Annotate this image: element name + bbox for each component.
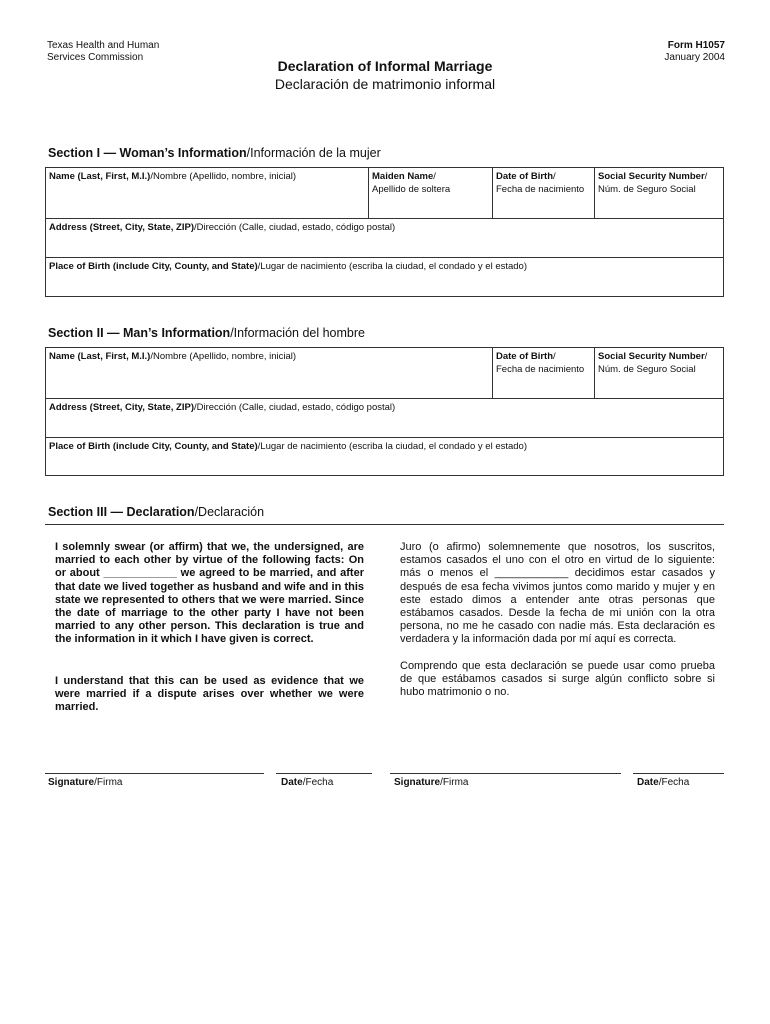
form-subtitle: Declaración de matrimonio informal <box>274 76 496 92</box>
man-dob-label-es: Fecha de nacimiento <box>496 364 585 375</box>
section-2-row-address <box>46 399 723 438</box>
section-1-row-name <box>46 168 723 219</box>
section-3-heading-rest: /Declaración <box>194 505 265 519</box>
man-signature-label <box>394 777 468 788</box>
section-1-row-pob <box>46 258 723 296</box>
woman-dob-label-es: Fecha de nacimiento <box>496 184 585 195</box>
section-2-row-name <box>46 348 723 399</box>
signature-label-bold: Signature <box>394 777 441 788</box>
declaration-en-paragraph-1: I solemnly swear (or affirm) that we, the undersigned, are married to each other by virtue of the following facts: On or about ____________ we agreed to be married, and after that date we lived together as husband and wife and in this state we represented to others that we were married. Since the date of marriage to the other party I have not been married to any other person. This declaration is true and the information in it which I have given is correct. <box>55 541 364 646</box>
man-address-label-bold: Address (Street, City, State, ZIP) <box>49 402 194 413</box>
woman-dob-label-slash: / <box>553 171 556 182</box>
section-2-heading <box>48 326 365 340</box>
woman-address-label-rest: /Dirección (Calle, ciudad, estado, código postal) <box>194 222 396 233</box>
man-ssn-label-bold: Social Security Number <box>598 351 705 362</box>
man-dob-label-bold: Date of Birth <box>496 351 553 362</box>
section-2-heading-rest: /Información del hombre <box>230 326 365 340</box>
signature-label-rest: /Firma <box>94 777 123 788</box>
maiden-label-es: Apellido de soltera <box>372 184 451 195</box>
date-label-rest: /Fecha <box>658 777 690 788</box>
section-2-table <box>45 347 724 476</box>
man-name-label-rest: /Nombre (Apellido, nombre, inicial) <box>150 351 297 362</box>
form-number: Form H1057 <box>667 40 725 51</box>
section-1-heading <box>48 146 381 160</box>
woman-name-label-rest: /Nombre (Apellido, nombre, inicial) <box>150 171 297 182</box>
woman-pob-label-rest: /Lugar de nacimiento (escriba la ciudad, el condado y el estado) <box>257 261 528 272</box>
form-date: January 2004 <box>664 52 725 63</box>
woman-dob-field[interactable] <box>492 168 594 218</box>
form-title: Declaration of Informal Marriage <box>277 58 493 74</box>
man-ssn-label-es: Núm. de Seguro Social <box>598 364 696 375</box>
man-ssn-label-slash: / <box>704 351 708 362</box>
man-date-label <box>637 777 689 788</box>
woman-dob-label-bold: Date of Birth <box>496 171 553 182</box>
woman-date-label <box>281 777 333 788</box>
woman-address-field[interactable] <box>46 219 723 257</box>
woman-signature-label <box>48 777 122 788</box>
section-3-heading-bold: Section III — Declaration <box>48 505 195 519</box>
declaration-en-paragraph-2: I understand that this can be used as evidence that we were married if a dispute arises over whether we were married. <box>55 675 364 714</box>
woman-ssn-label-slash: / <box>704 171 708 182</box>
date-label-bold: Date <box>281 777 303 788</box>
section-1-row-address <box>46 219 723 258</box>
declaration-es-paragraph-1: Juro (o afirmo) solemnemente que nosotros, los suscritos, estamos casados el uno con el otro en virtud de lo siguiente: más o menos el ____________ decidimos estar casados y después de esa fecha vivimos juntos como marido y mujer y en este estado dimos a entender ante otras personas que estábamos casados. Desde la fecha de mi unión con la otra persona, no me he casado con nadie más. Esta declaración es verdadera y la información dada por mí aquí es correcta. <box>400 541 715 646</box>
man-name-label-bold: Name (Last, First, M.I.) <box>49 351 151 362</box>
man-address-field[interactable] <box>46 399 723 437</box>
section-3-heading <box>48 505 264 519</box>
man-signature-line[interactable] <box>390 773 621 774</box>
section-1-heading-rest: /Información de la mujer <box>246 146 381 160</box>
woman-ssn-field[interactable] <box>594 168 723 218</box>
maiden-label-slash: / <box>433 171 436 182</box>
man-dob-label-slash: / <box>553 351 556 362</box>
woman-signature-line[interactable] <box>45 773 264 774</box>
man-pob-field[interactable] <box>46 438 723 475</box>
signature-label-bold: Signature <box>48 777 95 788</box>
section-3-divider <box>45 524 724 525</box>
date-label-bold: Date <box>637 777 659 788</box>
man-dob-field[interactable] <box>492 348 594 398</box>
woman-name-field[interactable] <box>46 168 368 218</box>
woman-ssn-label-bold: Social Security Number <box>598 171 705 182</box>
woman-maiden-name-field[interactable] <box>368 168 492 218</box>
woman-pob-field[interactable] <box>46 258 723 296</box>
agency-line-2: Services Commission <box>47 52 144 63</box>
woman-date-line[interactable] <box>276 773 372 774</box>
man-pob-label-rest: /Lugar de nacimiento (escriba la ciudad, el condado y el estado) <box>257 441 528 452</box>
woman-address-label-bold: Address (Street, City, State, ZIP) <box>49 222 194 233</box>
man-ssn-field[interactable] <box>594 348 723 398</box>
woman-ssn-label-es: Núm. de Seguro Social <box>598 184 696 195</box>
man-address-label-rest: /Dirección (Calle, ciudad, estado, código postal) <box>194 402 396 413</box>
section-2-heading-bold: Section II — Man’s Information <box>48 326 231 340</box>
section-2-row-pob <box>46 438 723 475</box>
woman-name-label-bold: Name (Last, First, M.I.) <box>49 171 151 182</box>
man-date-line[interactable] <box>633 773 724 774</box>
maiden-label-bold: Maiden Name <box>372 171 434 182</box>
man-name-field[interactable] <box>46 348 492 398</box>
section-1-table <box>45 167 724 297</box>
man-pob-label-bold: Place of Birth (include City, County, and State) <box>49 441 258 452</box>
signature-label-rest: /Firma <box>440 777 469 788</box>
date-label-rest: /Fecha <box>302 777 334 788</box>
agency-line-1: Texas Health and Human <box>47 40 160 51</box>
declaration-es-paragraph-2: Comprendo que esta declaración se puede usar como prueba de que estábamos casados si surge algún conflicto sobre si hubo matrimonio o no. <box>400 660 715 699</box>
section-1-heading-bold: Section I — Woman’s Information <box>48 146 247 160</box>
woman-pob-label-bold: Place of Birth (include City, County, and State) <box>49 261 258 272</box>
